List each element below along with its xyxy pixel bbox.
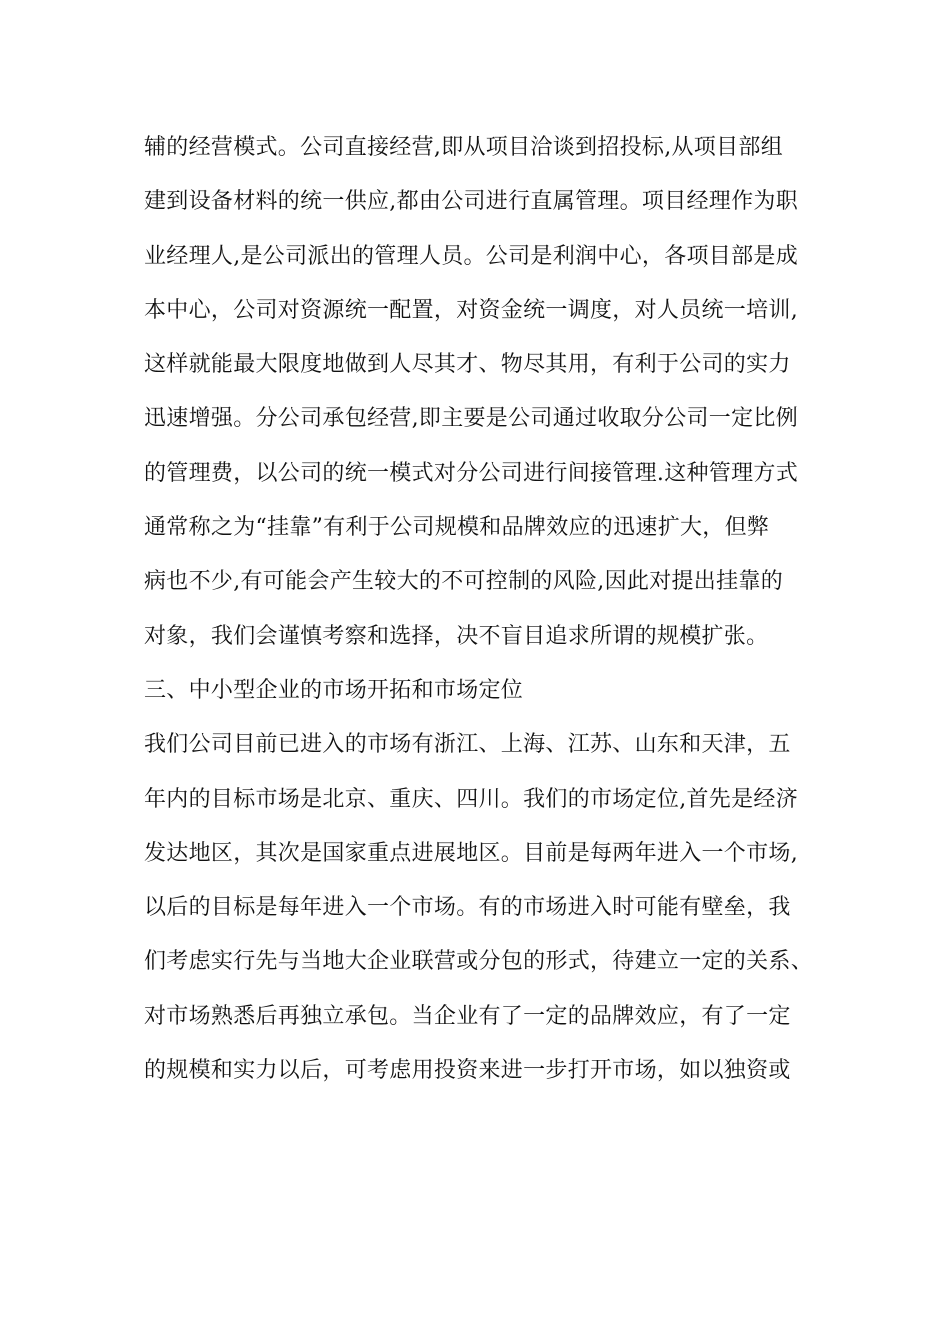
section-heading: 三、中小型企业的市场开拓和市场定位 [144, 677, 524, 703]
paragraph-market-positioning [144, 730, 824, 1110]
text-line: 的规模和实力以后，可考虑用投资来进一步打开市场，如以独资或 [144, 1058, 791, 1084]
text-line: 对象，我们会谨慎考察和选择，决不盲目追求所谓的规模扩张。 [144, 623, 769, 649]
text-line: 建到设备材料的统一供应,都由公司进行直属管理。项目经理作为职 [144, 189, 798, 215]
text-line: 的管理费，以公司的统一模式对分公司进行间接管理.这种管理方式 [144, 460, 798, 486]
text-line: 对市场熟悉后再独立承包。当企业有了一定的品牌效应，有了一定 [144, 1003, 791, 1029]
text-line: 们考虑实行先与当地大企业联营或分包的形式，待建立一定的关系、 [144, 949, 814, 975]
text-line: 辅的经营模式。公司直接经营,即从项目洽谈到招投标,从项目部组 [144, 135, 783, 160]
text-line: 年内的目标市场是北京、重庆、四川。我们的市场定位,首先是经济 [144, 786, 798, 812]
document-body [144, 133, 824, 1110]
text-line: 这样就能最大限度地做到人尽其才、物尽其用，有利于公司的实力 [144, 352, 791, 378]
text-line: 本中心，公司对资源统一配置，对资金统一调度，对人员统一培训, [144, 297, 798, 323]
text-line: 我们公司目前已进入的市场有浙江、上海、江苏、山东和天津，五 [144, 732, 791, 758]
text-line: 病也不少,有可能会产生较大的不可控制的风险,因此对提出挂靠的 [144, 569, 783, 595]
text-line: 业经理人,是公司派出的管理人员。公司是利润中心，各项目部是成 [144, 243, 798, 269]
text-line: 迅速增强。分公司承包经营,即主要是公司通过收取分公司一定比例 [144, 406, 798, 432]
text-line: 通常称之为“挂靠”有利于公司规模和品牌效应的迅速扩大，但弊 [144, 515, 770, 541]
text-line: 发达地区，其次是国家重点进展地区。目前是每两年进入一个市场, [144, 840, 798, 866]
text-line: 以后的目标是每年进入一个市场。有的市场进入时可能有壁垒，我 [144, 895, 791, 921]
paragraph-business-model [144, 133, 824, 676]
